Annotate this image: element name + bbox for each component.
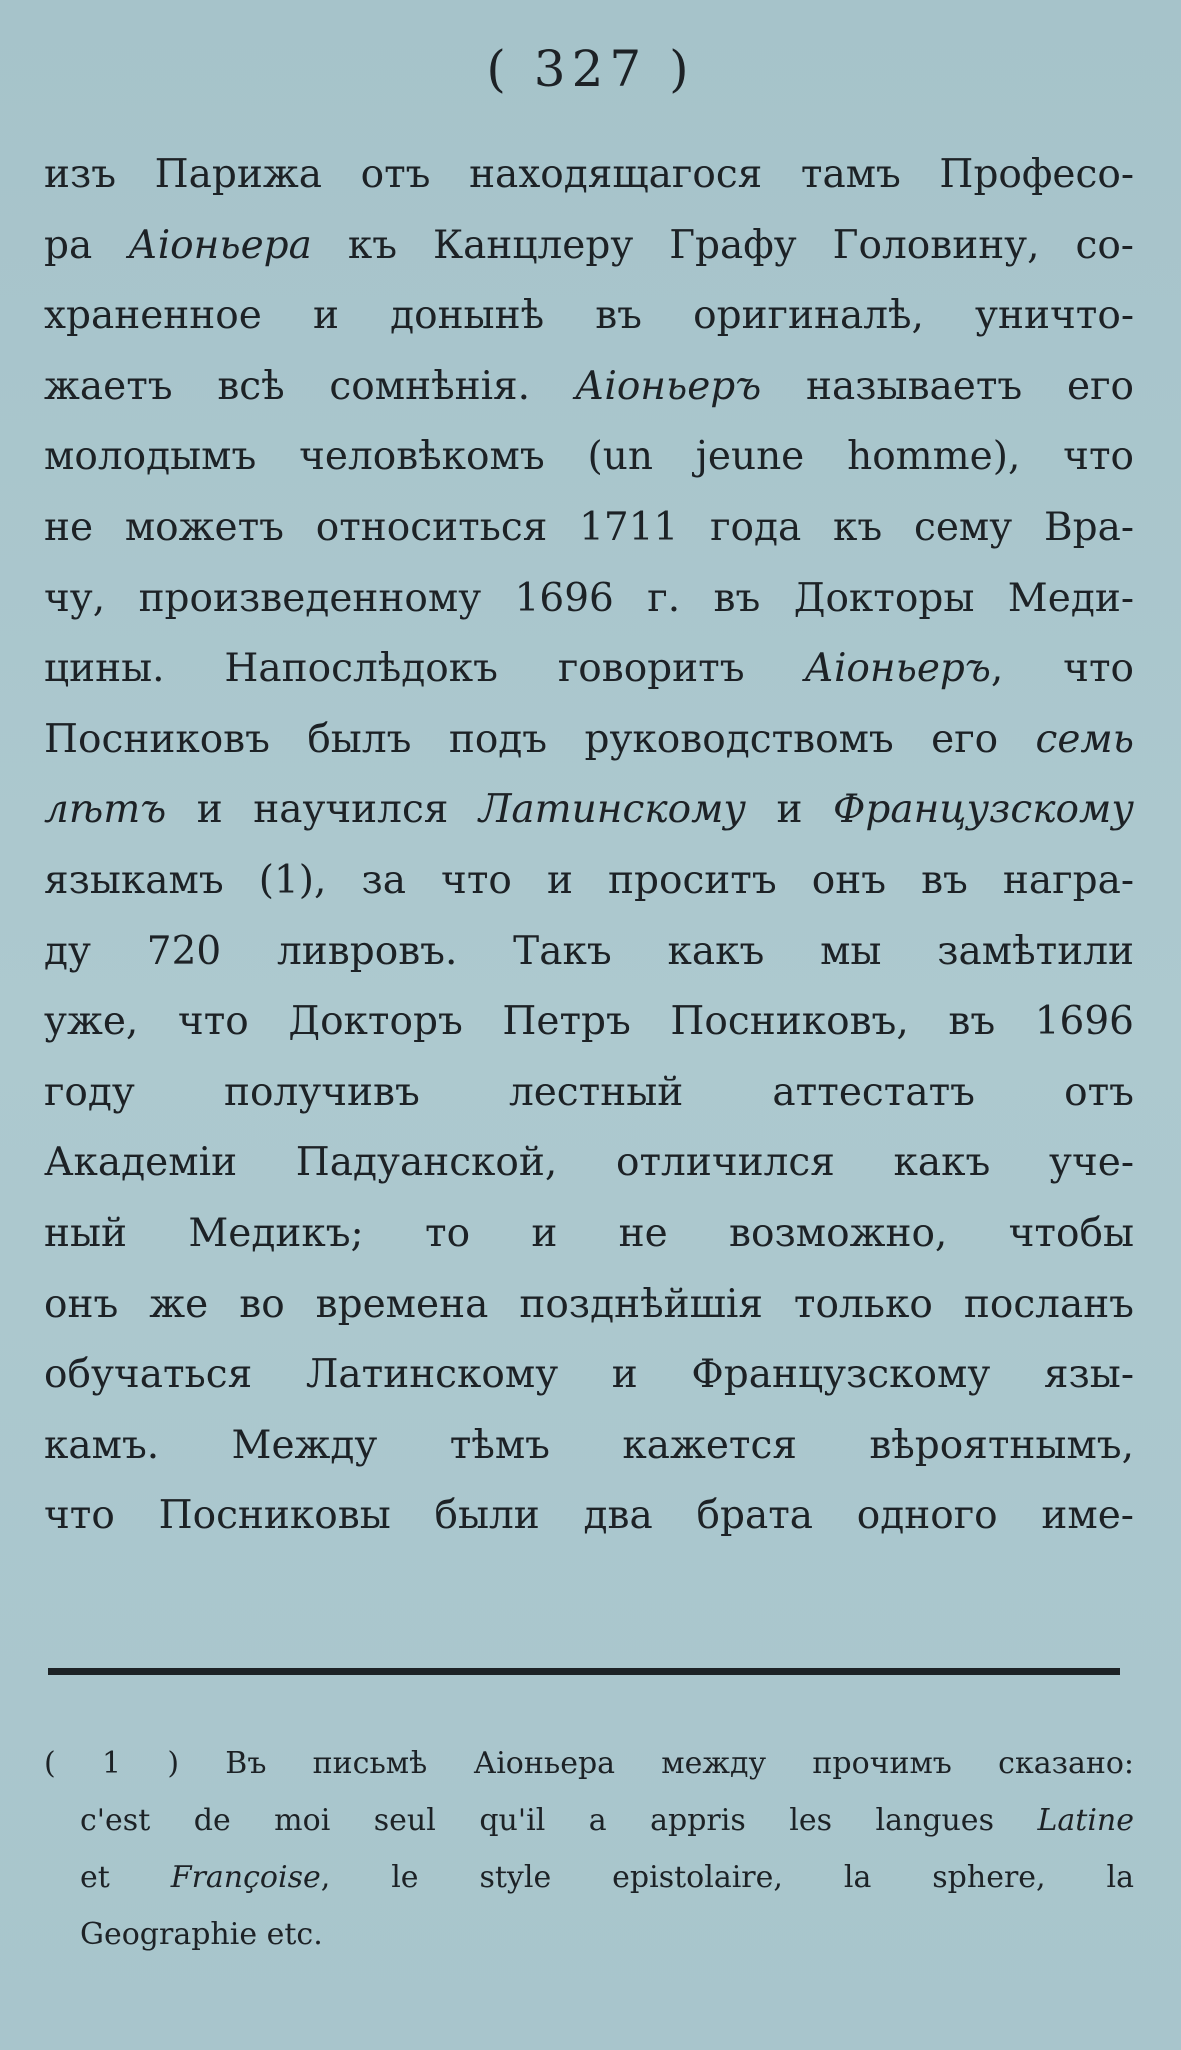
text-segment: что Посниковы были два брата одного име- [44,1493,1134,1539]
text-segment: камъ. Между тѣмъ кажется вѣроятнымъ, [44,1422,1134,1468]
text-segment: , что [990,646,1134,692]
text-segment: языкамъ (1), за что и проситъ онъ въ награ- [44,857,1134,903]
text-segment: Академіи Падуанской, отличился какъ уче- [44,1140,1134,1186]
text-line [44,1128,1134,1199]
page-number: ( 327 ) [486,40,695,98]
text-segment: чу, произведенному 1696 г. въ Докторы Меди- [44,575,1134,621]
text-line [44,493,1134,564]
italic-text: семь [1035,716,1134,762]
text-line [44,281,1134,352]
italic-text: Latine [1037,1803,1134,1838]
text-segment: уже, что Докторъ Петръ Посниковъ, въ 1696 [44,999,1134,1045]
footnote-rule [48,1668,1120,1675]
footnote [44,1735,1134,1963]
text-line [44,917,1134,988]
text-line [44,1199,1134,1270]
text-line [44,352,1134,423]
text-line [44,1058,1134,1129]
text-line [44,211,1134,282]
text-segment: году получивъ лестный аттестатъ отъ [44,1069,1134,1115]
italic-text: Аіоньеръ [574,363,762,409]
text-line [44,1270,1134,1341]
text-segment: ный Медикъ; то и не возможно, чтобы [44,1210,1134,1256]
text-line [44,422,1134,493]
footnote-line [44,1849,1134,1906]
text-segment: къ Канцлеру Графу Головину, со- [311,222,1134,268]
text-segment: и [746,787,834,833]
main-text [44,140,1134,1552]
text-line [44,1411,1134,1482]
italic-text: лѣтъ [44,787,167,833]
italic-text: Французскому [833,787,1134,833]
footnote-line [44,1735,1134,1792]
text-line [44,564,1134,635]
text-segment: не можетъ относиться 1711 года къ сему Вра- [44,504,1134,550]
italic-text: Françoise [170,1860,321,1895]
text-segment: ( 1 ) Въ письмѣ Аіоньера между прочимъ сказано: [44,1746,1134,1781]
text-segment: молодымъ человѣкомъ (un jeune homme), что [44,434,1134,480]
text-segment: Посниковъ былъ подъ руководствомъ его [44,716,1036,762]
text-segment: жаетъ всѣ сомнѣнія. [44,363,575,409]
text-segment: , le style epistolaire, la sphere, la [320,1860,1134,1895]
text-line [44,1340,1134,1411]
text-segment: цины. Напослѣдокъ говоритъ [44,646,805,692]
text-segment: et [80,1860,171,1895]
text-line [44,846,1134,917]
text-segment: Geographie etc. [80,1917,323,1952]
text-segment: ду 720 ливровъ. Такъ какъ мы замѣтили [44,928,1134,974]
text-line [44,1481,1134,1552]
footnote-line [44,1792,1134,1849]
footnote-line [44,1906,1134,1963]
italic-text: Латинскому [478,787,747,833]
text-segment: онъ же во времена позднѣйшія только посланъ [44,1281,1134,1327]
text-line [44,987,1134,1058]
italic-text: Аіоньера [128,222,312,268]
text-segment: храненное и донынѣ въ оригиналѣ, уничто- [44,293,1134,339]
text-segment: обучаться Латинскому и Французскому язы- [44,1352,1134,1398]
text-segment: изъ Парижа отъ находящагося тамъ Професо- [44,152,1134,197]
text-segment: называетъ его [761,363,1134,409]
text-line [44,140,1134,211]
text-line [44,634,1134,705]
text-segment: и научился [166,787,479,833]
text-segment: ра [44,222,129,268]
text-line [44,705,1134,776]
text-line [44,775,1134,846]
text-segment: c'est de moi seul qu'il a appris les langues [80,1803,1038,1838]
italic-text: Аіоньеръ [804,646,991,692]
